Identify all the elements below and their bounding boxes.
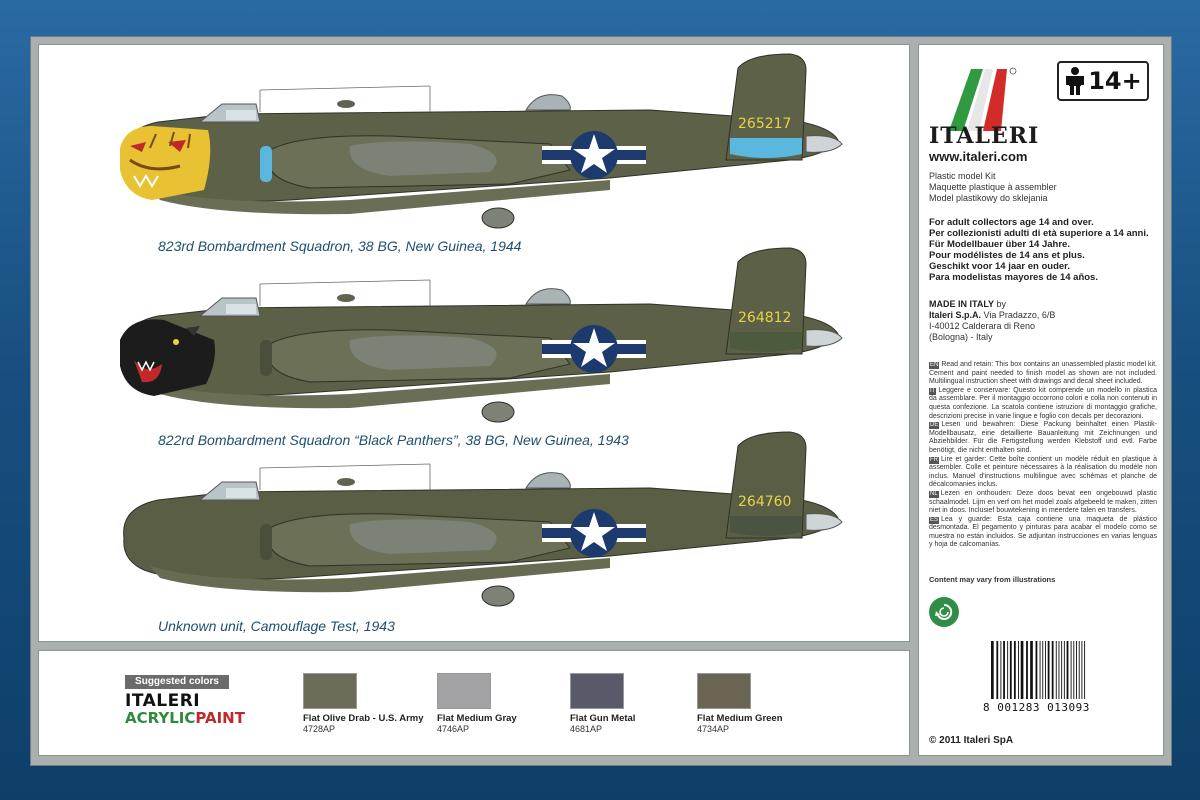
color-swatch xyxy=(303,673,357,709)
antenna-wire xyxy=(260,280,430,306)
barcode-bar xyxy=(1000,641,1001,699)
legal-text: Leggere e conservare: Questo kit comprende un modello in plastica da assemblare. Per il montaggio occorrono colori e colla non contenuti in questa confezione. La scatola contiene istruzioni di montaggio grafiche, descrizioni precise in varie lingue e foglio con decals per decorazioni. xyxy=(929,386,1157,420)
barcode-bar xyxy=(1064,641,1065,699)
legal-text: Lezen en onthouden: Deze doos bevat een ongebouwd plastic schaalmodel. Lijm en verf om het model zoals afgebeeld te maken, zitten niet in doos. Inclusief bouwtekening in meerdere talen en transfers. xyxy=(929,489,1157,515)
paint-word: PAINT xyxy=(195,709,245,727)
info-panel xyxy=(918,44,1164,756)
language-tag: IT xyxy=(930,387,936,394)
wheel xyxy=(482,402,514,422)
legal-paragraph xyxy=(929,421,1157,455)
barcode-bar xyxy=(1067,641,1069,699)
vertical-tail xyxy=(726,432,806,538)
legal-text: Lesen und bewahren: Diese Packung beinhaltet einen Plastik-Modellbausatz, eine detaillierte Bauanleitung mit Zeichnungen und Abziehbilder. Für die Fertigstellung werden Klebstoff und evtl. Farbe benötigt, die nicht enthalten sind. xyxy=(929,421,1157,454)
barcode-bar xyxy=(1014,641,1016,699)
company-street: Via Pradazzo, 6/B xyxy=(983,310,1056,320)
wheel xyxy=(482,208,514,228)
age-line: Geschikt voor 14 jaar en ouder. xyxy=(929,261,1070,272)
legal-notice xyxy=(929,361,1157,550)
barcode-bar xyxy=(1030,641,1033,699)
aircraft-caption-1: 823rd Bombardment Squadron, 38 BG, New Guinea, 1944 xyxy=(158,238,522,254)
barcode-bar xyxy=(1040,641,1041,699)
paint-code: 4746AP xyxy=(437,724,470,734)
cockpit-glazing xyxy=(200,104,260,122)
barcode-lead: 8 xyxy=(983,701,991,714)
antenna-wire xyxy=(260,464,430,490)
company-region: (Bologna) - Italy xyxy=(929,332,993,342)
paint-swatch-item xyxy=(570,673,710,734)
person-icon xyxy=(1064,66,1086,96)
paint-name: Flat Olive Drab - U.S. Army xyxy=(303,713,424,724)
manufacturer-address xyxy=(929,299,1155,343)
barcode-bar xyxy=(1042,641,1043,699)
barcode-group-2: 013093 xyxy=(1047,701,1090,714)
barcode-bar xyxy=(1026,641,1028,699)
barcode-bar xyxy=(1045,641,1046,699)
age-warning xyxy=(929,217,1159,283)
age-badge-text: 14+ xyxy=(1088,67,1142,95)
barcode-bar xyxy=(996,641,998,699)
barcode-bar xyxy=(1036,641,1038,699)
brand-website[interactable]: www.italeri.com xyxy=(929,149,1028,164)
barcode-bar xyxy=(1021,641,1024,699)
antenna-wire xyxy=(260,86,430,112)
barcode-number xyxy=(983,701,1090,714)
wheel xyxy=(482,586,514,606)
legal-text: Lea y guarde: Esta caja contiene una maqueta de plástico desmontada. El pegamento y pinturas para acabar el modelo como se muestra no están incluidos. Se adjuntan instrucciones en varias lenguas y hoja de calcomanías. xyxy=(929,515,1157,549)
paint-name: Flat Medium Green xyxy=(697,713,783,724)
age-line: Para modelistas mayores de 14 años. xyxy=(929,272,1098,283)
barcode xyxy=(989,641,1139,701)
aircraft-caption-3: Unknown unit, Camouflage Test, 1943 xyxy=(158,618,395,634)
kit-type-text xyxy=(929,171,1155,204)
legal-paragraph xyxy=(929,490,1157,516)
made-in: MADE IN ITALY xyxy=(929,299,995,309)
legal-text: Read and retain: This box contains an unassembled plastic model kit. Cement and paint needed to finish model as shown are not included. Multilingual instruction sheet with drawings and decal sheet included. xyxy=(929,361,1157,386)
tail-serial-number: 264760 xyxy=(738,494,792,510)
vertical-tail xyxy=(726,54,806,160)
kit-type-line: Maquette plastique à assembler xyxy=(929,182,1057,192)
aircraft-caption-2: 822rd Bombardment Squadron “Black Panthers”, 38 BG, New Guinea, 1943 xyxy=(158,432,629,448)
kit-type-line: Plastic model Kit xyxy=(929,171,996,181)
language-tag: FR xyxy=(930,456,938,463)
age-line: Für Modellbauer über 14 Jahre. xyxy=(929,239,1070,250)
barcode-bar xyxy=(1079,641,1080,699)
barcode-bar xyxy=(1007,641,1008,699)
cockpit-glazing xyxy=(200,482,260,500)
barcode-bar xyxy=(1059,641,1060,699)
color-swatch xyxy=(697,673,751,709)
barcode-bar xyxy=(1018,641,1019,699)
paint-code: 4734AP xyxy=(697,724,730,734)
tail-serial-number: 265217 xyxy=(738,116,792,132)
barcode-bar xyxy=(1061,641,1062,699)
tail-serial-number: 264812 xyxy=(738,310,792,326)
legal-paragraph xyxy=(929,516,1157,550)
legal-paragraph xyxy=(929,456,1157,490)
barcode-bar xyxy=(991,641,994,699)
paint-swatch-item xyxy=(437,673,577,734)
kit-type-line: Model plastikowy do sklejania xyxy=(929,193,1048,203)
barcode-bar xyxy=(1052,641,1054,699)
paint-name: Flat Medium Gray xyxy=(437,713,517,724)
vertical-tail xyxy=(726,248,806,354)
copyright: © 2011 Italeri SpA xyxy=(929,735,1014,746)
engine-nacelle xyxy=(260,514,570,566)
barcode-bar xyxy=(1084,641,1085,699)
barcode-group-1: 001283 xyxy=(997,701,1040,714)
company-name: Italeri S.p.A. xyxy=(929,310,982,320)
content-note: Content may vary from illustrations xyxy=(929,575,1056,584)
legal-text: Lire et garder: Cette boîte contient un modèle réduit en plastique à assembler. Colle et peinture nécessaires à la réalisation du modèle non inclus. Manuel d'instructions multilingue avec schémas et planche de décalcomanies inclus. xyxy=(929,455,1157,489)
paint-brand: ITALERI xyxy=(125,691,201,711)
language-tag: EN xyxy=(930,362,939,368)
barcode-bar xyxy=(1048,641,1050,699)
legal-paragraph xyxy=(929,361,1157,387)
age-line: For adult collectors age 14 and over. xyxy=(929,217,1094,228)
aircraft-profile-3 xyxy=(90,428,850,618)
age-line: Per collezionisti adulti di età superiore a 14 anni. xyxy=(929,228,1149,239)
barcode-bar xyxy=(1071,641,1072,699)
barcode-bar xyxy=(1081,641,1082,699)
made-by: by xyxy=(996,299,1007,309)
color-swatch xyxy=(437,673,491,709)
top-turret xyxy=(526,473,570,488)
top-turret xyxy=(526,95,570,110)
legal-paragraph xyxy=(929,387,1157,421)
paint-name: Flat Gun Metal xyxy=(570,713,636,724)
paint-swatch-item xyxy=(303,673,443,734)
paint-code: 4681AP xyxy=(570,724,603,734)
barcode-bar xyxy=(1073,641,1074,699)
aircraft-profile-2 xyxy=(90,244,850,434)
brand-name: ITALERI xyxy=(929,123,1040,149)
acrylic-paint-logo xyxy=(125,709,245,727)
barcode-bar xyxy=(1056,641,1057,699)
barcode-bar xyxy=(1010,641,1012,699)
tiger-nose-art xyxy=(120,126,210,200)
color-swatch xyxy=(570,673,624,709)
language-tag: DE xyxy=(930,422,939,429)
language-tag: ES xyxy=(930,516,939,523)
age-badge xyxy=(1057,61,1149,101)
paint-code: 4728AP xyxy=(303,724,336,734)
suggested-colors-panel xyxy=(38,650,910,756)
language-tag: NL xyxy=(930,490,938,497)
suggested-colors-label: Suggested colors xyxy=(125,675,229,689)
paint-swatch-item xyxy=(697,673,837,734)
cockpit-glazing xyxy=(200,298,260,316)
company-city: I-40012 Calderara di Reno xyxy=(929,321,1036,331)
acrylic-word: ACRYLIC xyxy=(125,709,196,727)
barcode-bar xyxy=(1003,641,1005,699)
top-turret xyxy=(526,289,570,304)
age-line: Pour modélistes de 14 ans et plus. xyxy=(929,250,1085,261)
engine-nacelle xyxy=(260,330,570,382)
aircraft-profile-1 xyxy=(90,50,850,240)
recycle-icon xyxy=(929,597,959,627)
engine-nacelle xyxy=(260,136,570,188)
barcode-bar xyxy=(1076,641,1077,699)
